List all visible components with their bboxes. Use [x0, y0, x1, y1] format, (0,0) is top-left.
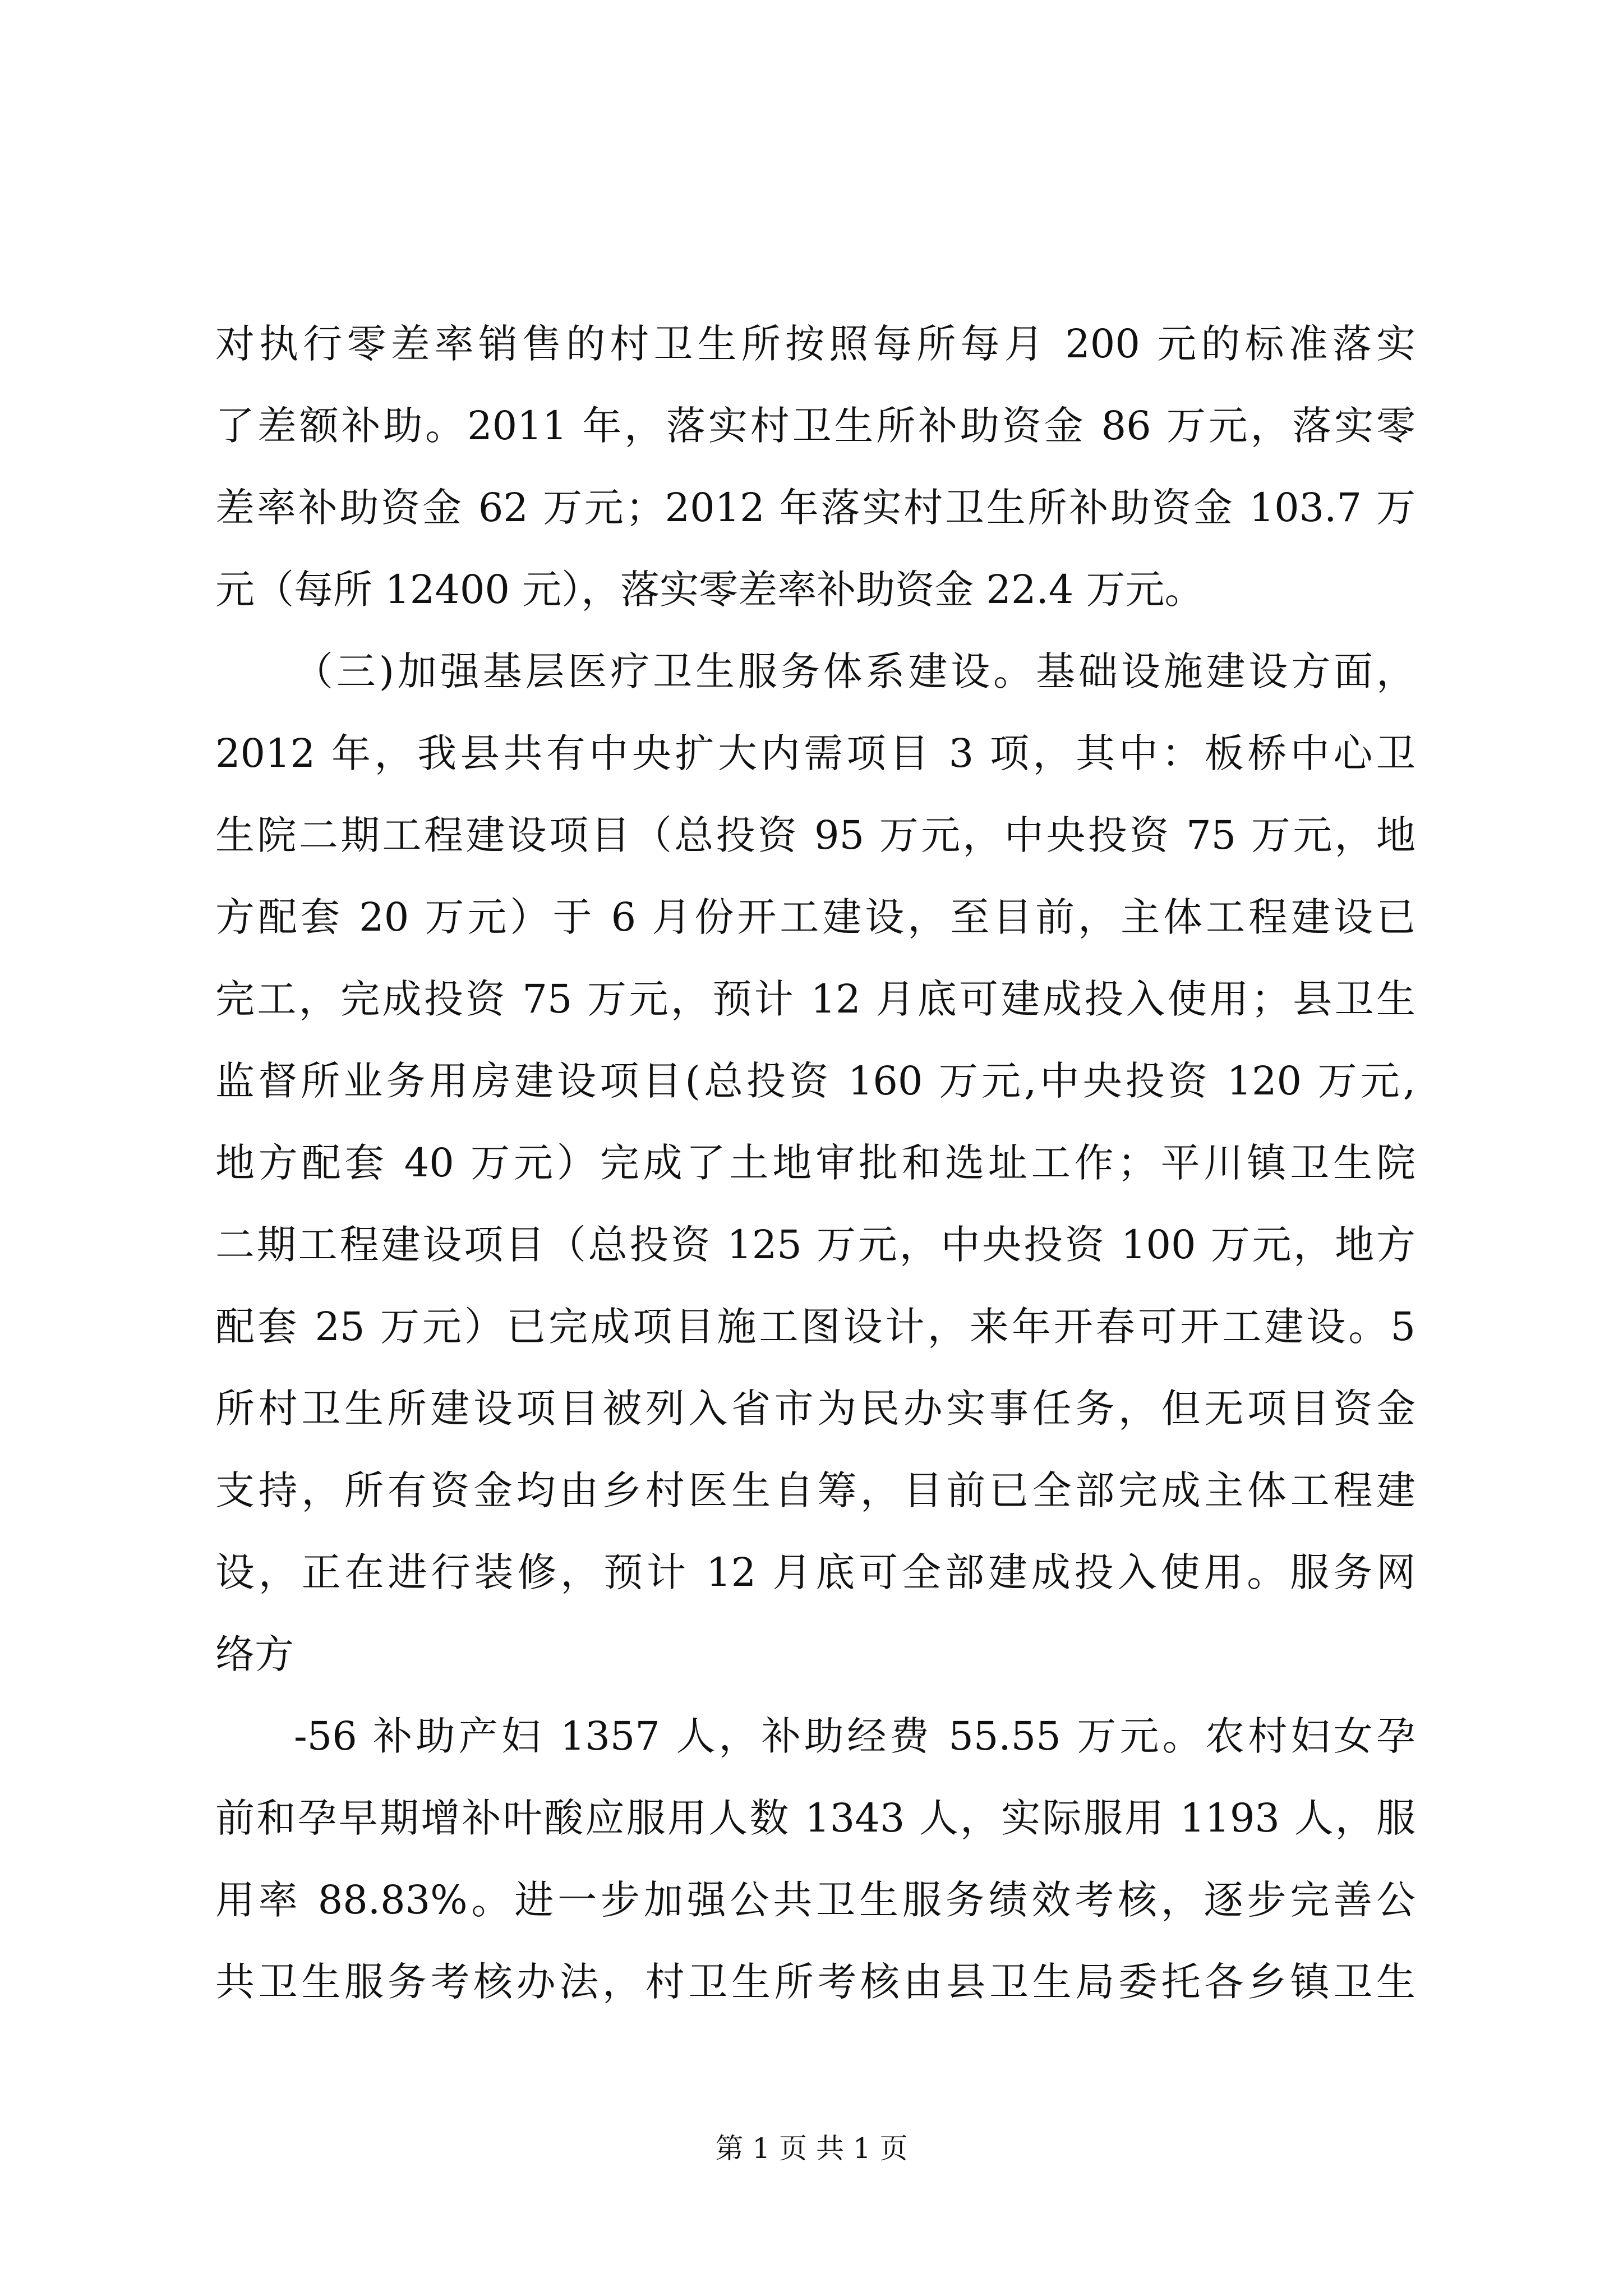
text-line: 用率 88.83%。进一步加强公共卫生服务绩效考核，逐步完善公 — [215, 1877, 1415, 1923]
text-line: 监督所业务用房建设项目(总投资 160 万元,中央投资 120 万元, — [215, 1058, 1415, 1104]
text-line: -56 补助产妇 1357 人，补助经费 55.55 万元。农村妇女孕 — [294, 1713, 1415, 1759]
text-line: 生院二期工程建设项目（总投资 95 万元，中央投资 75 万元，地 — [215, 812, 1415, 858]
text-line: 元（每所 12400 元），落实零差率补助资金 22.4 万元。 — [215, 567, 1204, 613]
text-line: 了差额补助。2011 年，落实村卫生所补助资金 86 万元，落实零 — [215, 403, 1415, 449]
text-line: 支持，所有资金均由乡村医生自筹，目前已全部完成主体工程建 — [215, 1467, 1415, 1513]
text-line: 配套 25 万元）已完成项目施工图设计，来年开春可开工建设。5 — [215, 1304, 1415, 1350]
document-body — [215, 303, 1415, 2023]
text-line: 对执行零差率销售的村卫生所按照每所每月 200 元的标准落实 — [215, 321, 1415, 367]
text-line: 地方配套 40 万元）完成了土地审批和选址工作；平川镇卫生院 — [215, 1140, 1415, 1186]
text-line: 设，正在进行装修，预计 12 月底可全部建成投入使用。服务网 — [215, 1549, 1415, 1595]
text-line: 二期工程建设项目（总投资 125 万元，中央投资 100 万元，地方 — [215, 1222, 1415, 1268]
page-footer — [0, 2126, 1623, 2166]
text-line: 2012 年，我县共有中央扩大内需项目 3 项，其中：板桥中心卫 — [215, 730, 1415, 776]
text-line: 共卫生服务考核办法，村卫生所考核由县卫生局委托各乡镇卫生 — [215, 1959, 1415, 2005]
text-line: 完工，完成投资 75 万元，预计 12 月底可建成投入使用；县卫生 — [215, 976, 1415, 1022]
text-line: 络方 — [215, 1631, 294, 1677]
text-line: 方配套 20 万元）于 6 月份开工建设，至目前，主体工程建设已 — [215, 894, 1415, 940]
text-line: 差率补助资金 62 万元；2012 年落实村卫生所补助资金 103.7 万 — [215, 485, 1415, 531]
text-line: 前和孕早期增补叶酸应服用人数 1343 人，实际服用 1193 人，服 — [215, 1795, 1415, 1841]
text-line: 所村卫生所建设项目被列入省市为民办实事任务，但无项目资金 — [215, 1386, 1415, 1432]
text-line: （三)加强基层医疗卫生服务体系建设。基础设施建设方面， — [294, 648, 1415, 694]
page-number: 第 1 页 共 1 页 — [715, 2132, 908, 2165]
